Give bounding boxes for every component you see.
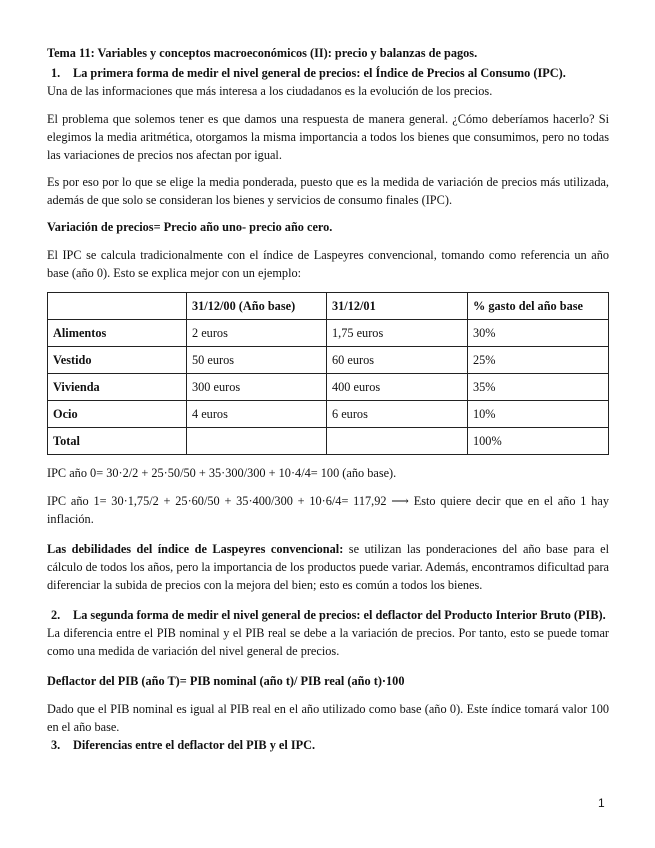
formula-price-variation: Variación de precios= Precio año uno- precio año cero. bbox=[47, 220, 333, 234]
paragraph-laspeyres: El IPC se calcula tradicionalmente con el índice de Laspeyres convencional, tomando como referencia un año base (año 0). Esto se explica mejor con un ejemplo: bbox=[47, 248, 609, 280]
table-cell bbox=[327, 428, 468, 455]
table-header-cell: 31/12/00 (Año base) bbox=[187, 293, 327, 320]
table-cell: 25% bbox=[468, 347, 609, 374]
table-header-cell: % gasto del año base bbox=[468, 293, 609, 320]
table-cell: 1,75 euros bbox=[327, 320, 468, 347]
price-table bbox=[47, 292, 609, 455]
table-cell: Ocio bbox=[48, 401, 187, 428]
table-cell: 30% bbox=[468, 320, 609, 347]
paragraph-weaknesses bbox=[47, 540, 609, 594]
table-header-cell: 31/12/01 bbox=[327, 293, 468, 320]
section-2-number: 2. bbox=[51, 608, 61, 622]
paragraph-problem: El problema que solemos tener es que damos una respuesta de manera general. ¿Cómo deberíamos hacerlo? Si elegimos la media aritmética, otorgamos la misma importancia a todos los bienes que consumimos, pero no todas las variaciones de precios nos afectan por igual. bbox=[47, 112, 609, 162]
table-cell: 10% bbox=[468, 401, 609, 428]
document-title: Tema 11: Variables y conceptos macroeconómicos (II): precio y balanzas de pagos. bbox=[47, 46, 478, 60]
table-cell: 4 euros bbox=[187, 401, 327, 428]
section-1-heading bbox=[47, 64, 609, 82]
table-header-cell bbox=[48, 293, 187, 320]
section-2-title: La segunda forma de medir el nivel general de precios: el deflactor del Producto Interior Bruto (PIB). bbox=[73, 608, 606, 622]
section-3-heading bbox=[47, 736, 609, 754]
ipc-year-1: IPC año 1= 30·1,75/2 + 25·60/50 + 35·400/300 + 10·6/4= 117,92 ⟶ Esto quiere decir que en el año 1 hay inflación. bbox=[47, 494, 609, 526]
page-number: 1 bbox=[598, 796, 605, 810]
table-cell bbox=[187, 428, 327, 455]
table-cell: 100% bbox=[468, 428, 609, 455]
section-1-number: 1. bbox=[51, 66, 61, 80]
table-row bbox=[48, 320, 609, 347]
table-cell: 60 euros bbox=[327, 347, 468, 374]
paragraph-intro: Una de las informaciones que más interesa a los ciudadanos es la evolución de los precios. bbox=[47, 84, 493, 98]
paragraph-base-year: Dado que el PIB nominal es igual al PIB real en el año utilizado como base (año 0). Este índice tomará valor 100 en el año base. bbox=[47, 702, 609, 734]
weaknesses-lead: Las debilidades del índice de Laspeyres convencional: bbox=[47, 542, 344, 556]
section-3-title: Diferencias entre el deflactor del PIB y el IPC. bbox=[73, 738, 316, 752]
table-cell: 6 euros bbox=[327, 401, 468, 428]
table-cell: 2 euros bbox=[187, 320, 327, 347]
table-cell: 300 euros bbox=[187, 374, 327, 401]
document-page bbox=[47, 44, 609, 754]
paragraph-weighted-mean: Es por eso por lo que se elige la media ponderada, puesto que es la medida de variación de precios más utilizada, además de que solo se consideran los bienes y servicios de consumo finales (IPC). bbox=[47, 175, 609, 207]
table-cell: Vestido bbox=[48, 347, 187, 374]
ipc-year-0: IPC año 0= 30·2/2 + 25·50/50 + 35·300/300 + 10·4/4= 100 (año base). bbox=[47, 466, 397, 480]
table-row bbox=[48, 428, 609, 455]
table-cell: Alimentos bbox=[48, 320, 187, 347]
weaknesses-text: se utilizan las ponderaciones del año base para el cálculo de todos los años, pero la importancia de los productos puede variar. Además, encontramos dificultad para diferenciar la subida de precios con la mejora del bien; esto es común a todos los bienes. bbox=[47, 542, 609, 592]
table-row bbox=[48, 374, 609, 401]
table-cell: 35% bbox=[468, 374, 609, 401]
table-header-row bbox=[48, 293, 609, 320]
section-1-title: La primera forma de medir el nivel general de precios: el Índice de Precios al Consumo (IPC). bbox=[73, 66, 566, 80]
table-cell: Total bbox=[48, 428, 187, 455]
paragraph-pib-difference: La diferencia entre el PIB nominal y el PIB real se debe a la variación de precios. Por tanto, esto se puede tomar como una medida de variación del nivel general de precios. bbox=[47, 626, 609, 658]
table-row bbox=[48, 401, 609, 428]
section-2-heading bbox=[47, 606, 609, 624]
table-row bbox=[48, 347, 609, 374]
table-cell: 400 euros bbox=[327, 374, 468, 401]
section-3-number: 3. bbox=[51, 738, 61, 752]
formula-deflator: Deflactor del PIB (año T)= PIB nominal (año t)/ PIB real (año t)·100 bbox=[47, 674, 405, 688]
table-cell: 50 euros bbox=[187, 347, 327, 374]
table-cell: Vivienda bbox=[48, 374, 187, 401]
